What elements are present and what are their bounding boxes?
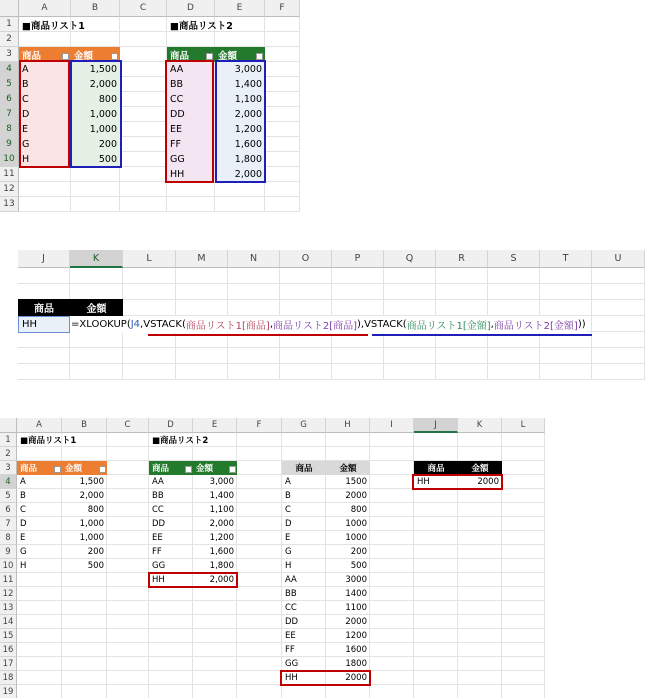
table1-amount-cell[interactable]: 200 [71,137,120,152]
column-header-F[interactable]: F [237,418,282,433]
stack-product-cell[interactable]: HH [285,673,298,683]
row-header-7[interactable]: 7 [0,107,19,122]
row-header-10[interactable]: 10 [0,152,19,167]
table2-amount-cell[interactable]: 1,800 [209,561,234,571]
stack-product-cell[interactable]: G [285,547,292,557]
row-header-3[interactable]: 3 [0,47,19,62]
column-header-R[interactable]: R [436,250,488,268]
formula-token: 商品リスト2[金額] [493,321,578,332]
column-header-J[interactable]: J [414,418,458,433]
gridline [17,586,545,587]
filter-dropdown-icon[interactable] [99,466,106,473]
column-header-E[interactable]: E [215,0,265,17]
table1-product-cell[interactable]: D [20,519,27,529]
table1-amount-cell[interactable]: 1,000 [71,122,120,137]
row-header-6[interactable]: 6 [0,503,17,517]
table2-header-amount[interactable]: 金額 [215,47,265,62]
column-header-O[interactable]: O [280,250,332,268]
highlight-box-stack-hh [280,670,371,686]
row-header-9[interactable]: 9 [0,137,19,152]
table2-amount-cell[interactable]: 1,600 [215,137,265,152]
underline-product-arrays [148,334,368,336]
table2-amount-cell[interactable]: 1,100 [215,92,265,107]
column-header-A[interactable]: A [19,0,71,17]
table2-product-cell[interactable]: GG [167,152,215,167]
row-header-5[interactable]: 5 [0,489,17,503]
stack-amount-cell[interactable]: 2000 [345,673,367,683]
table1-product-cell[interactable]: B [19,77,71,92]
formula-token: 商品リスト2[商品] [273,321,357,332]
table2-product-cell[interactable]: DD [167,107,215,122]
formula-token: , [269,319,274,330]
row-header-8[interactable]: 8 [0,122,19,137]
column-header-C[interactable]: C [120,0,167,17]
table2-product-cell[interactable]: EE [152,533,163,543]
row-header-6[interactable]: 6 [0,92,19,107]
column-header-S[interactable]: S [488,250,540,268]
stack-product-cell[interactable]: CC [285,603,297,613]
column-header-L[interactable]: L [502,418,545,433]
highlight-box-list1-product [19,60,70,168]
filter-dropdown-icon[interactable] [206,53,213,60]
select-all-corner[interactable] [0,0,19,17]
column-header-B[interactable]: B [71,0,120,17]
spreadsheet-formula-view [0,250,650,380]
column-header-D[interactable]: D [167,0,215,17]
row-header-10[interactable]: 10 [0,559,17,573]
table2-amount-cell[interactable]: 2,000 [209,575,234,585]
row-header-4[interactable]: 4 [0,62,19,77]
stack-product-cell[interactable]: DD [285,617,299,627]
stack-amount-cell[interactable]: 2000 [345,491,367,501]
table2-amount-cell[interactable]: 2,000 [209,519,234,529]
row-header-1[interactable]: 1 [0,17,19,32]
select-all-corner[interactable] [0,250,18,268]
table1-product-cell[interactable]: A [19,62,71,77]
table2-product-cell[interactable]: CC [152,505,164,515]
table1-product-cell[interactable]: G [19,137,71,152]
stack-amount-cell[interactable]: 500 [350,561,367,571]
table2-product-cell[interactable]: HH [167,167,215,182]
table1-amount-cell[interactable]: 500 [71,152,120,167]
table1-amount-cell[interactable]: 2,000 [71,77,120,92]
row-header-1[interactable]: 1 [0,433,17,447]
row-header-15[interactable]: 15 [0,629,17,643]
stack-header-amount[interactable]: 金額 [326,461,370,475]
column-header-K[interactable]: K [70,250,123,268]
table1-amount-cell[interactable]: 1,000 [79,519,104,529]
column-header-E[interactable]: E [193,418,237,433]
gridline [544,433,545,698]
list1-title[interactable]: ■商品リスト1 [22,20,85,32]
stack-amount-cell[interactable]: 800 [350,505,367,515]
table1-header-product[interactable]: 商品 [19,47,71,62]
stack-product-cell[interactable]: GG [285,659,299,669]
gridline [18,347,645,348]
stack-amount-cell[interactable]: 1600 [345,645,367,655]
table1-header-product[interactable]: 商品 [17,461,62,475]
lookup-value-cell[interactable]: HH [18,316,70,333]
underline-amount-arrays [372,334,592,336]
table2-amount-cell[interactable]: 1,200 [209,533,234,543]
spreadsheet-result-view [0,418,545,698]
formula-token: =XLOOKUP( [71,319,131,330]
gridline [19,196,300,197]
stack-amount-cell[interactable]: 1000 [345,519,367,529]
column-header-N[interactable]: N [228,250,280,268]
table2-product-cell[interactable]: AA [167,62,215,77]
table1-product-cell[interactable]: B [20,491,26,501]
stack-amount-cell[interactable]: 1100 [345,603,367,613]
table2-product-cell[interactable]: HH [152,575,165,585]
table1-product-cell[interactable]: E [20,533,26,543]
stack-product-cell[interactable]: A [285,477,291,487]
table1-amount-cell[interactable]: 1,000 [79,533,104,543]
row-header-14[interactable]: 14 [0,615,17,629]
filter-dropdown-icon[interactable] [62,53,69,60]
table1-product-cell[interactable]: D [19,107,71,122]
table2-amount-cell[interactable]: 2,000 [215,167,265,182]
stack-product-cell[interactable]: EE [285,631,296,641]
table1-product-cell[interactable]: C [19,92,71,107]
stack-amount-cell[interactable]: 1200 [345,631,367,641]
column-header-M[interactable]: M [176,250,228,268]
table1-amount-cell[interactable]: 500 [87,561,104,571]
filter-dropdown-icon[interactable] [256,53,263,60]
column-header-A[interactable]: A [17,418,62,433]
row-header-17[interactable]: 17 [0,657,17,671]
gridline [18,283,645,284]
result-header-product[interactable]: 商品 [414,461,458,475]
spreadsheet-top [0,0,300,214]
formula-token: 商品リスト1[金額] [406,321,491,332]
table2-product-cell[interactable]: AA [152,477,164,487]
table2-amount-cell[interactable]: 1,100 [209,505,234,515]
row-header-4[interactable]: 4 [0,475,17,489]
filter-dropdown-icon[interactable] [111,53,118,60]
formula-cell[interactable] [70,316,587,333]
row-header-19[interactable]: 19 [0,685,17,698]
stack-amount-cell[interactable]: 1500 [345,477,367,487]
column-header-H[interactable]: H [326,418,370,433]
gridline [17,628,545,629]
table2-amount-cell[interactable]: 1,800 [215,152,265,167]
column-header-D[interactable]: D [149,418,193,433]
stack-product-cell[interactable]: H [285,561,292,571]
table2-amount-cell[interactable]: 1,400 [215,77,265,92]
gridline [18,379,645,380]
filter-dropdown-icon[interactable] [185,466,192,473]
stack-amount-cell[interactable]: 1000 [345,533,367,543]
table1-amount-cell[interactable]: 1,000 [71,107,120,122]
row-header-11[interactable]: 11 [0,573,17,587]
table2-header-product[interactable]: 商品 [149,461,193,475]
highlight-box-list2-hh [148,572,238,588]
table2-product-cell[interactable]: GG [152,561,166,571]
list2-title[interactable]: ■商品リスト2 [152,436,209,446]
table1-amount-cell[interactable]: 200 [87,547,104,557]
stack-product-cell[interactable]: C [285,505,291,515]
table2-product-cell[interactable]: DD [152,519,166,529]
column-header-P[interactable]: P [332,250,384,268]
table1-product-cell[interactable]: A [20,477,26,487]
list2-title[interactable]: ■商品リスト2 [170,20,233,32]
result-header-product[interactable]: 商品 [18,299,70,316]
filter-dropdown-icon[interactable] [229,466,236,473]
column-header-Q[interactable]: Q [384,250,436,268]
table2-product-cell[interactable]: BB [167,77,215,92]
gridline [17,600,545,601]
table1-amount-cell[interactable]: 2,000 [79,491,104,501]
table1-amount-cell[interactable]: 1,500 [71,62,120,77]
formula-token: J4 [130,319,141,330]
result-header-amount[interactable]: 金額 [70,299,123,316]
table2-amount-cell[interactable]: 1,400 [209,491,234,501]
highlight-box-result [412,474,503,490]
row-header-12[interactable]: 12 [0,182,19,197]
row-header-13[interactable]: 13 [0,197,19,212]
table2-header-product[interactable]: 商品 [167,47,215,62]
row-header-12[interactable]: 12 [0,587,17,601]
gridline [17,642,545,643]
highlight-box-list2-amount [215,60,266,183]
row-header-8[interactable]: 8 [0,531,17,545]
stack-header-product[interactable]: 商品 [282,461,326,475]
table2-amount-cell[interactable]: 3,000 [209,477,234,487]
stack-product-cell[interactable]: B [285,491,291,501]
table1-amount-cell[interactable]: 1,500 [79,477,104,487]
stack-amount-cell[interactable]: 200 [350,547,367,557]
row-header-2[interactable]: 2 [0,447,17,461]
column-header-K[interactable]: K [458,418,502,433]
stack-amount-cell[interactable]: 1800 [345,659,367,669]
column-header-J[interactable]: J [18,250,70,268]
table1-header-amount[interactable]: 金額 [71,47,120,62]
highlight-box-list2-product [165,60,214,183]
row-header-2[interactable]: 2 [0,32,19,47]
stack-product-cell[interactable]: AA [285,575,297,585]
stack-amount-cell[interactable]: 2000 [345,617,367,627]
row-header-7[interactable]: 7 [0,517,17,531]
column-header-G[interactable]: G [282,418,326,433]
table2-product-cell[interactable]: BB [152,491,164,501]
table2-amount-cell[interactable]: 1,200 [215,122,265,137]
table1-product-cell[interactable]: H [19,152,71,167]
column-header-B[interactable]: B [62,418,107,433]
table2-amount-cell[interactable]: 3,000 [215,62,265,77]
table2-product-cell[interactable]: FF [152,547,162,557]
gridline [18,363,645,364]
column-header-U[interactable]: U [592,250,645,268]
gridline [17,656,545,657]
formula-token: 商品リスト1[商品] [185,321,270,332]
table2-amount-cell[interactable]: 2,000 [215,107,265,122]
formula-token: ,VSTACK( [140,319,186,330]
table1-product-cell[interactable]: H [20,561,27,571]
formula-token: ),VSTACK( [356,319,407,330]
filter-dropdown-icon[interactable] [54,466,61,473]
select-all-corner[interactable] [0,418,17,433]
row-header-3[interactable]: 3 [0,461,17,475]
stack-product-cell[interactable]: BB [285,589,297,599]
formula-token: , [490,319,494,330]
row-header-16[interactable]: 16 [0,643,17,657]
row-header-5[interactable]: 5 [0,77,19,92]
table2-amount-cell[interactable]: 1,600 [209,547,234,557]
table1-product-cell[interactable]: C [20,505,26,515]
highlight-box-list1-amount [70,60,122,168]
formula-token: )) [577,319,586,330]
column-header-I[interactable]: I [370,418,414,433]
column-header-L[interactable]: L [123,250,176,268]
table2-product-cell[interactable]: CC [167,92,215,107]
column-header-F[interactable]: F [265,0,300,17]
table1-amount-cell[interactable]: 800 [71,92,120,107]
list1-title[interactable]: ■商品リスト1 [20,436,77,446]
gridline [19,211,300,212]
table1-product-cell[interactable]: G [20,547,27,557]
stack-product-cell[interactable]: D [285,519,292,529]
table1-header-amount[interactable]: 金額 [62,461,107,475]
result-header-amount[interactable]: 金額 [458,461,502,475]
table2-product-cell[interactable]: FF [167,137,215,152]
column-header-T[interactable]: T [540,250,592,268]
row-header-9[interactable]: 9 [0,545,17,559]
column-header-C[interactable]: C [107,418,149,433]
table2-product-cell[interactable]: EE [167,122,215,137]
gridline [17,614,545,615]
result-product-cell[interactable]: HH [417,477,430,487]
stack-product-cell[interactable]: E [285,533,291,543]
stack-amount-cell[interactable]: 1400 [345,589,367,599]
result-amount-cell[interactable]: 2000 [477,477,499,487]
row-header-13[interactable]: 13 [0,601,17,615]
row-header-18[interactable]: 18 [0,671,17,685]
table1-amount-cell[interactable]: 800 [87,505,104,515]
table1-product-cell[interactable]: E [19,122,71,137]
stack-product-cell[interactable]: FF [285,645,295,655]
stack-amount-cell[interactable]: 3000 [345,575,367,585]
table2-header-amount[interactable]: 金額 [193,461,237,475]
row-header-11[interactable]: 11 [0,167,19,182]
